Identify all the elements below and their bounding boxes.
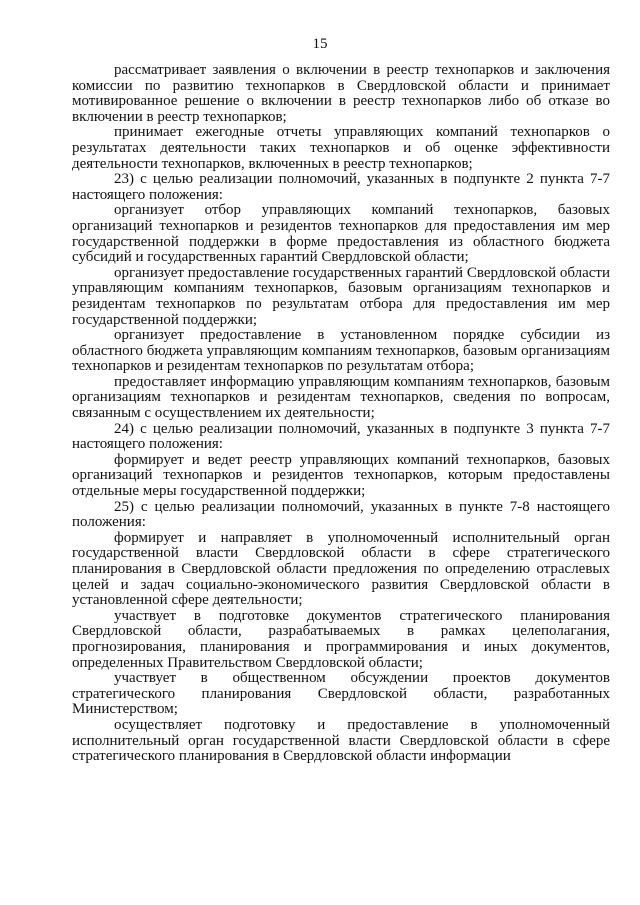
paragraph-item-25: 25) с целью реализации полномочий, указанных в пункте 7-8 настоящего положения: [72, 498, 610, 531]
paragraph-provides-information: предоставляет информацию управляющим компаниям технопарков, базовым организациям технопарков и резидентам технопарков, сведения по вопросам, связанным с осуществлением их деятельности; [72, 373, 610, 422]
paragraph-review-applications: рассматривает заявления о включении в реестр технопарков и заключения комиссии по развитию технопарков в Свердловской области и принимает мотивированное решение о включении в реестр технопарков либо об отказе во включении в реестр технопарков; [72, 62, 610, 125]
paragraph-participates-discussion: участвует в общественном обсуждении проектов документов стратегического планирования Свердловской области, разработанных Министерством; [72, 670, 610, 718]
paragraph-prepares-information: осуществляет подготовку и предоставление в уполномоченный исполнительный орган государственной власти Свердловской области в сфере стратегического планирования в Свердловской области информации [72, 716, 610, 765]
paragraph-item-24: 24) с целью реализации полномочий, указанных в подпункте 3 пункта 7-7 настоящего положения: [72, 420, 610, 453]
paragraph-organizes-selection: организует отбор управляющих компаний технопарков, базовых организаций технопарков и резидентов технопарков для предоставления им мер государственной поддержки в форме предоставления из областного бюджета субсидий и государственных гарантий Свердловской области; [72, 202, 610, 266]
paragraph-annual-reports: принимает ежегодные отчеты управляющих компаний технопарков о результатах деятельности таких технопарков и об оценке эффективности деятельности технопарков, включенных в реестр технопарков; [72, 124, 610, 172]
paragraph-participates-preparation: участвует в подготовке документов стратегического планирования Свердловской области, разрабатываемых в рамках целеполагания, прогнозирования, планирования и программирования и иных документов, определенных Правительством Свердловской области; [72, 607, 610, 671]
document-body [72, 63, 610, 765]
paragraph-organizes-subsidies: организует предоставление в установленном порядке субсидии из областного бюджета управляющим компаниям технопарков, базовым организациям технопарков и резидентам технопарков по результатам отбора; [72, 327, 610, 375]
paragraph-registry: формирует и ведет реестр управляющих компаний технопарков, базовых организаций технопарков и резидентов технопарков, которым предоставлены отдельные меры государственной поддержки; [72, 451, 610, 500]
paragraph-item-23: 23) с целью реализации полномочий, указанных в подпункте 2 пункта 7-7 настоящего положения: [72, 171, 610, 203]
page-number: 15 [312, 36, 328, 52]
paragraph-forms-proposals: формирует и направляет в уполномоченный исполнительный орган государственной власти Свердловской области в сфере стратегического планирования в Свердловской области предложения по определению отраслевых целей и задач социально-экономического развития Свердловской области в установленной сфере деятельности; [72, 529, 610, 609]
paragraph-organizes-guarantees: организует предоставление государственных гарантий Свердловской области управляющим компаниям технопарков, базовым организациям технопарков и резидентам технопарков по результатам отбора для предоставления им мер государственной поддержки; [72, 264, 611, 328]
